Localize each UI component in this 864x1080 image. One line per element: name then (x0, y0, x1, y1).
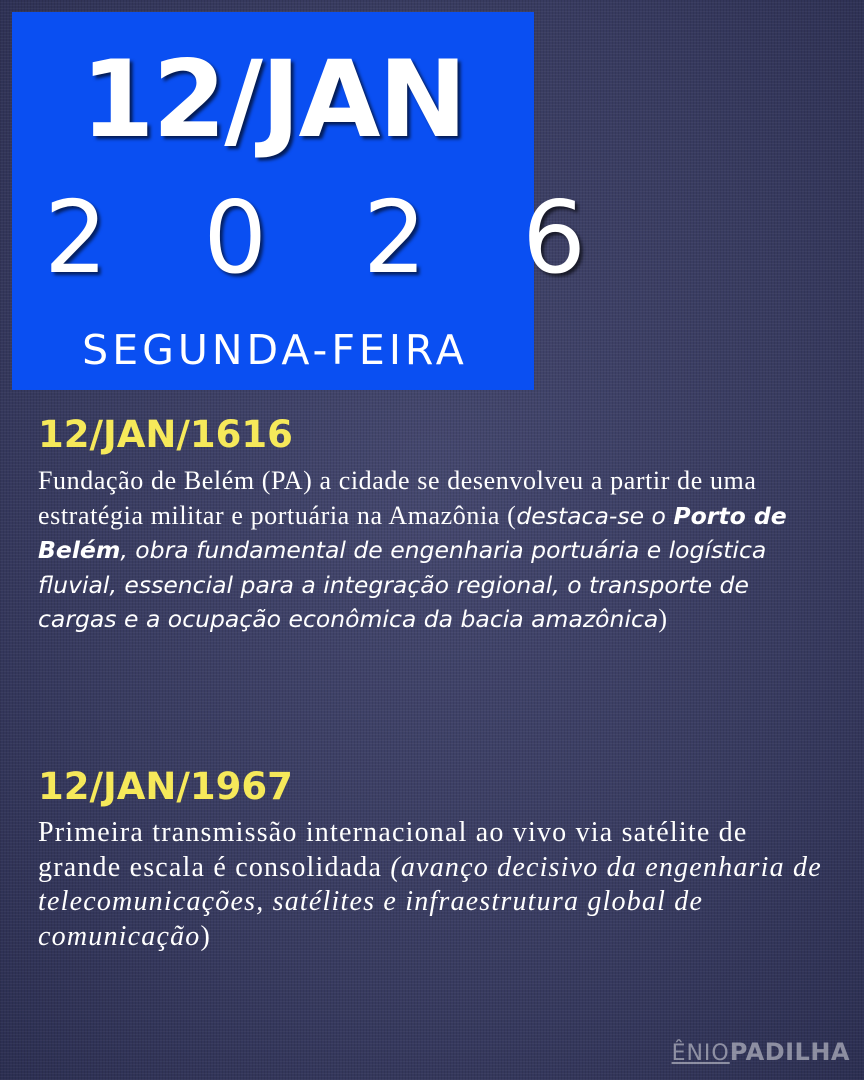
date-weekday: SEGUNDA-FEIRA (82, 326, 468, 374)
event-description-italic-rest: , obra fundamental de engenharia portuária e logística fluvial, essencial para a integração regional, o transporte de cargas e a ocupação econômica da bacia amazônica (38, 536, 767, 633)
date-day-month: 12/JAN (80, 38, 466, 161)
event-paren-close: ) (200, 920, 212, 952)
event-paren-close: ) (658, 604, 668, 633)
event-highlight: Porto de Belém (38, 501, 787, 564)
event-paren-open: ( (507, 500, 517, 530)
date-header-box (12, 12, 618, 390)
event-description-italic: (avanço decisivo da engenharia de telecomunicações, satélites e infraestrutura global de comunicação (38, 851, 822, 952)
event-description (38, 816, 828, 954)
event-item-1616 (38, 410, 828, 637)
brand-first-name: ÊNIO (671, 1041, 730, 1066)
event-date: 12/JAN/1967 (38, 765, 293, 808)
event-description-italic: destaca-se o (516, 501, 674, 530)
event-description-intro: Primeira transmissão internacional ao vivo via satélite de grande escala é consolidada (38, 817, 748, 883)
event-description (38, 464, 828, 637)
event-date: 12/JAN/1616 (38, 413, 293, 456)
date-year: 2 0 2 6 (44, 179, 618, 296)
event-description-intro: Fundação de Belém (PA) a cidade se desenvolveu a partir de uma estratégia militar e portuária na Amazônia (38, 466, 757, 530)
brand-last-name: PADILHA (729, 1038, 850, 1066)
event-item-1967 (38, 762, 828, 954)
brand-logo (672, 1038, 850, 1066)
